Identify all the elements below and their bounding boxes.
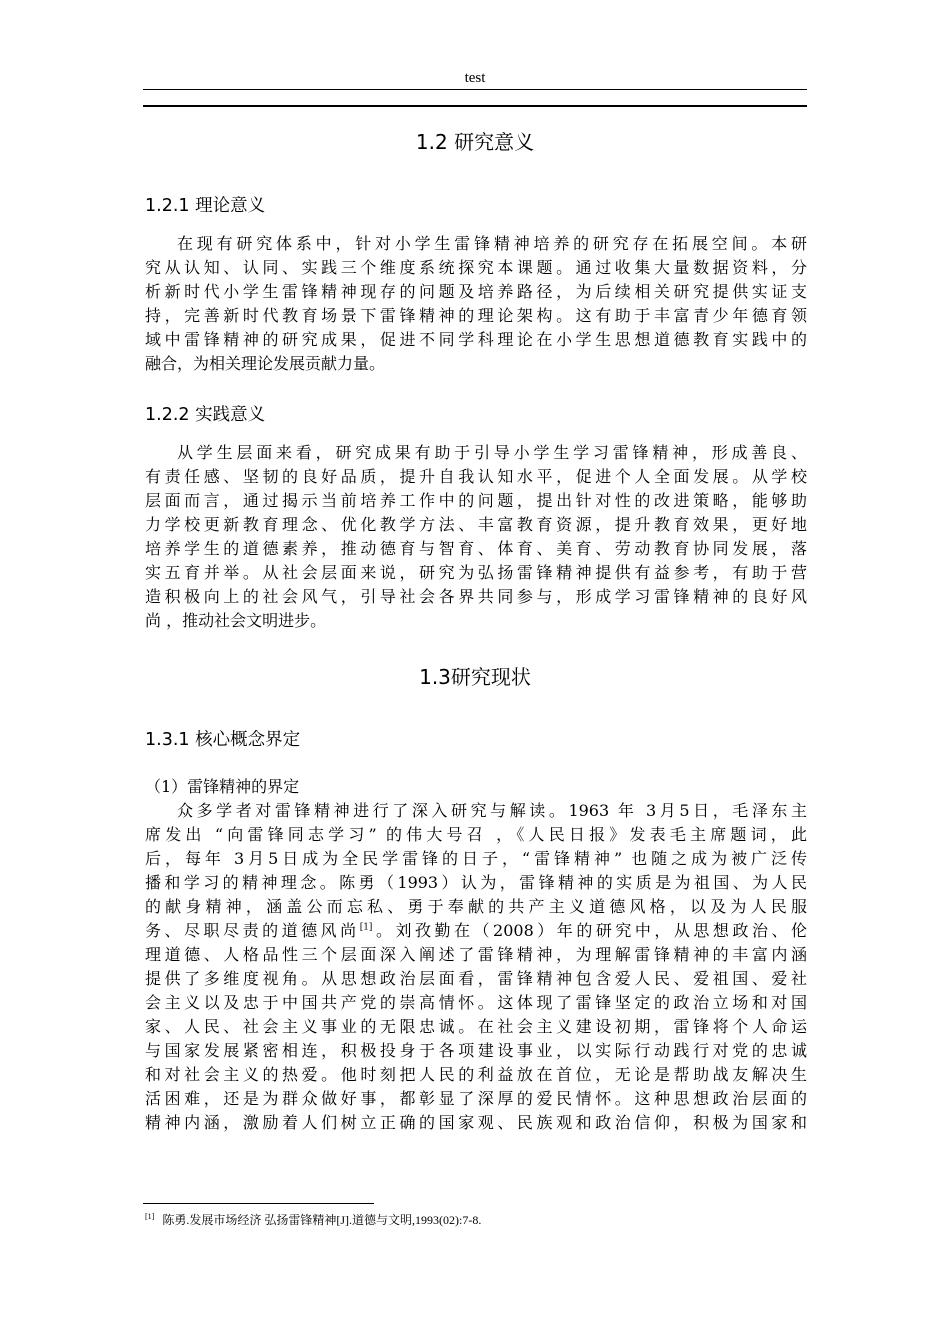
paragraph-line: 播和学习的精神理念。陈勇（1993）认为，雷锋精神的实质是为祖国、为人民 (145, 873, 807, 892)
paragraph-line: 力学校更新教育理念、优化教学方法、丰富教育资源，提升教育效果，更好地 (145, 515, 807, 534)
paragraph-line: 会主义以及忠于中国共产党的崇高情怀。这体现了雷锋坚定的政治立场和对国 (145, 993, 807, 1012)
paragraph-line: 家、人民、社会主义事业的无限忠诚。在社会主义建设初期，雷锋将个人命运 (145, 1017, 807, 1036)
section-title-1-3: 1.3研究现状 (419, 665, 531, 689)
subsection-title-1-3-1: 1.3.1 核心概念界定 (145, 730, 301, 750)
paragraph-line: 域中雷锋精神的研究成果，促进不同学科理论在小学生思想道德教育实践中的 (145, 330, 807, 349)
paragraph-line: 精神内涵，激励着人们树立正确的国家观、民族观和政治信仰，积极为国家和 (145, 1113, 807, 1132)
section-title-1-2: 1.2 研究意义 (415, 130, 535, 154)
citation-mark[interactable]: [1] (359, 922, 373, 933)
paragraph-text: 。刘孜勤在（2008）年的研究中，从思想政治、伦 (372, 921, 807, 940)
footnote-mark: [1] (145, 1212, 155, 1221)
paragraph-line: 造积极向上的社会风气，引导社会各界共同参与，形成学习雷锋精神的良好风 (145, 587, 807, 606)
header-rule-thin (143, 89, 807, 90)
header-rule-thick (143, 105, 807, 107)
paragraph-line: 提供了多维度视角。从思想政治层面看，雷锋精神包含爱人民、爱祖国、爱社 (145, 969, 807, 988)
paragraph-line: 众多学者对雷锋精神进行了深入研究与解读。1963 年 3月5日，毛泽东主 (177, 801, 807, 820)
paragraph-line: 究从认知、认同、实践三个维度系统探究本课题。通过收集大量数据资料，分 (145, 258, 807, 277)
paragraph-line: 与国家发展紧密相连，积极投身于各项建设事业，以实际行动践行对党的忠诚 (145, 1041, 807, 1060)
paragraph-text: 务、尽职尽责的道德风尚 (145, 921, 360, 940)
paragraph-line: 从学生层面来看，研究成果有助于引导小学生学习雷锋精神，形成善良、 (177, 443, 807, 462)
paragraph-line: 尚 ，推动社会文明进步。 (145, 611, 327, 630)
paragraph-line: 持，完善新时代教育场景下雷锋精神的理论架构。这有助于丰富青少年德育领 (145, 306, 807, 325)
paragraph-line: 席发出 “向雷锋同志学习” 的伟大号召 ，《人民日报》发表毛主席题词，此 (145, 825, 807, 844)
paragraph-line: 在现有研究体系中，针对小学生雷锋精神培养的研究存在拓展空间。本研 (177, 234, 807, 253)
footnote (145, 1212, 805, 1228)
paragraph-line: 活困难，还是为群众做好事，都彰显了深厚的爱民情怀。这种思想政治层面的 (145, 1089, 807, 1108)
paragraph-line: 有责任感、坚韧的良好品质，提升自我认知水平，促进个人全面发展。从学校 (145, 467, 807, 486)
subsection-title-1-2-1: 1.2.1 理论意义 (145, 196, 266, 216)
paragraph-line: 的献身精神，涵盖公而忘私、勇于奉献的共产主义道德风格，以及为人民服 (145, 897, 807, 916)
paragraph-line: 后，每年 3月5日成为全民学雷锋的日子，“雷锋精神” 也随之成为被广泛传 (145, 849, 807, 868)
paragraph-line: 理道德、人格品性三个层面深入阐述了雷锋精神，为理解雷锋精神的丰富内涵 (145, 945, 807, 964)
subsection-title-1-2-2: 1.2.2 实践意义 (145, 405, 266, 425)
paragraph-line: 层面而言，通过揭示当前培养工作中的问题，提出针对性的改进策略，能够助 (145, 491, 807, 510)
paragraph-line: 实五育并举。从社会层面来说，研究为弘扬雷锋精神提供有益参考，有助于营 (145, 563, 807, 582)
list-item-label: （1）雷锋精神的界定 (145, 777, 300, 796)
paragraph-line: 培养学生的道德素养，推动德育与智育、体育、美育、劳动教育协同发展，落 (145, 539, 807, 558)
footnote-separator (143, 1203, 374, 1204)
paragraph-line: 和对社会主义的热爱。他时刻把人民的利益放在首位，无论是帮助战友解决生 (145, 1065, 807, 1084)
footnote-text: 陈勇.发展市场经济 弘扬雷锋精神[J].道德与文明,1993(02):7-8. (162, 1213, 482, 1227)
paragraph-line-with-citation (145, 919, 807, 942)
paragraph-line: 融合，为相关理论发展贡献力量。 (145, 354, 386, 373)
paragraph-line: 析新时代小学生雷锋精神现存的问题及培养路径，为后续相关研究提供实证支 (145, 282, 807, 301)
page-header: test (464, 70, 486, 86)
